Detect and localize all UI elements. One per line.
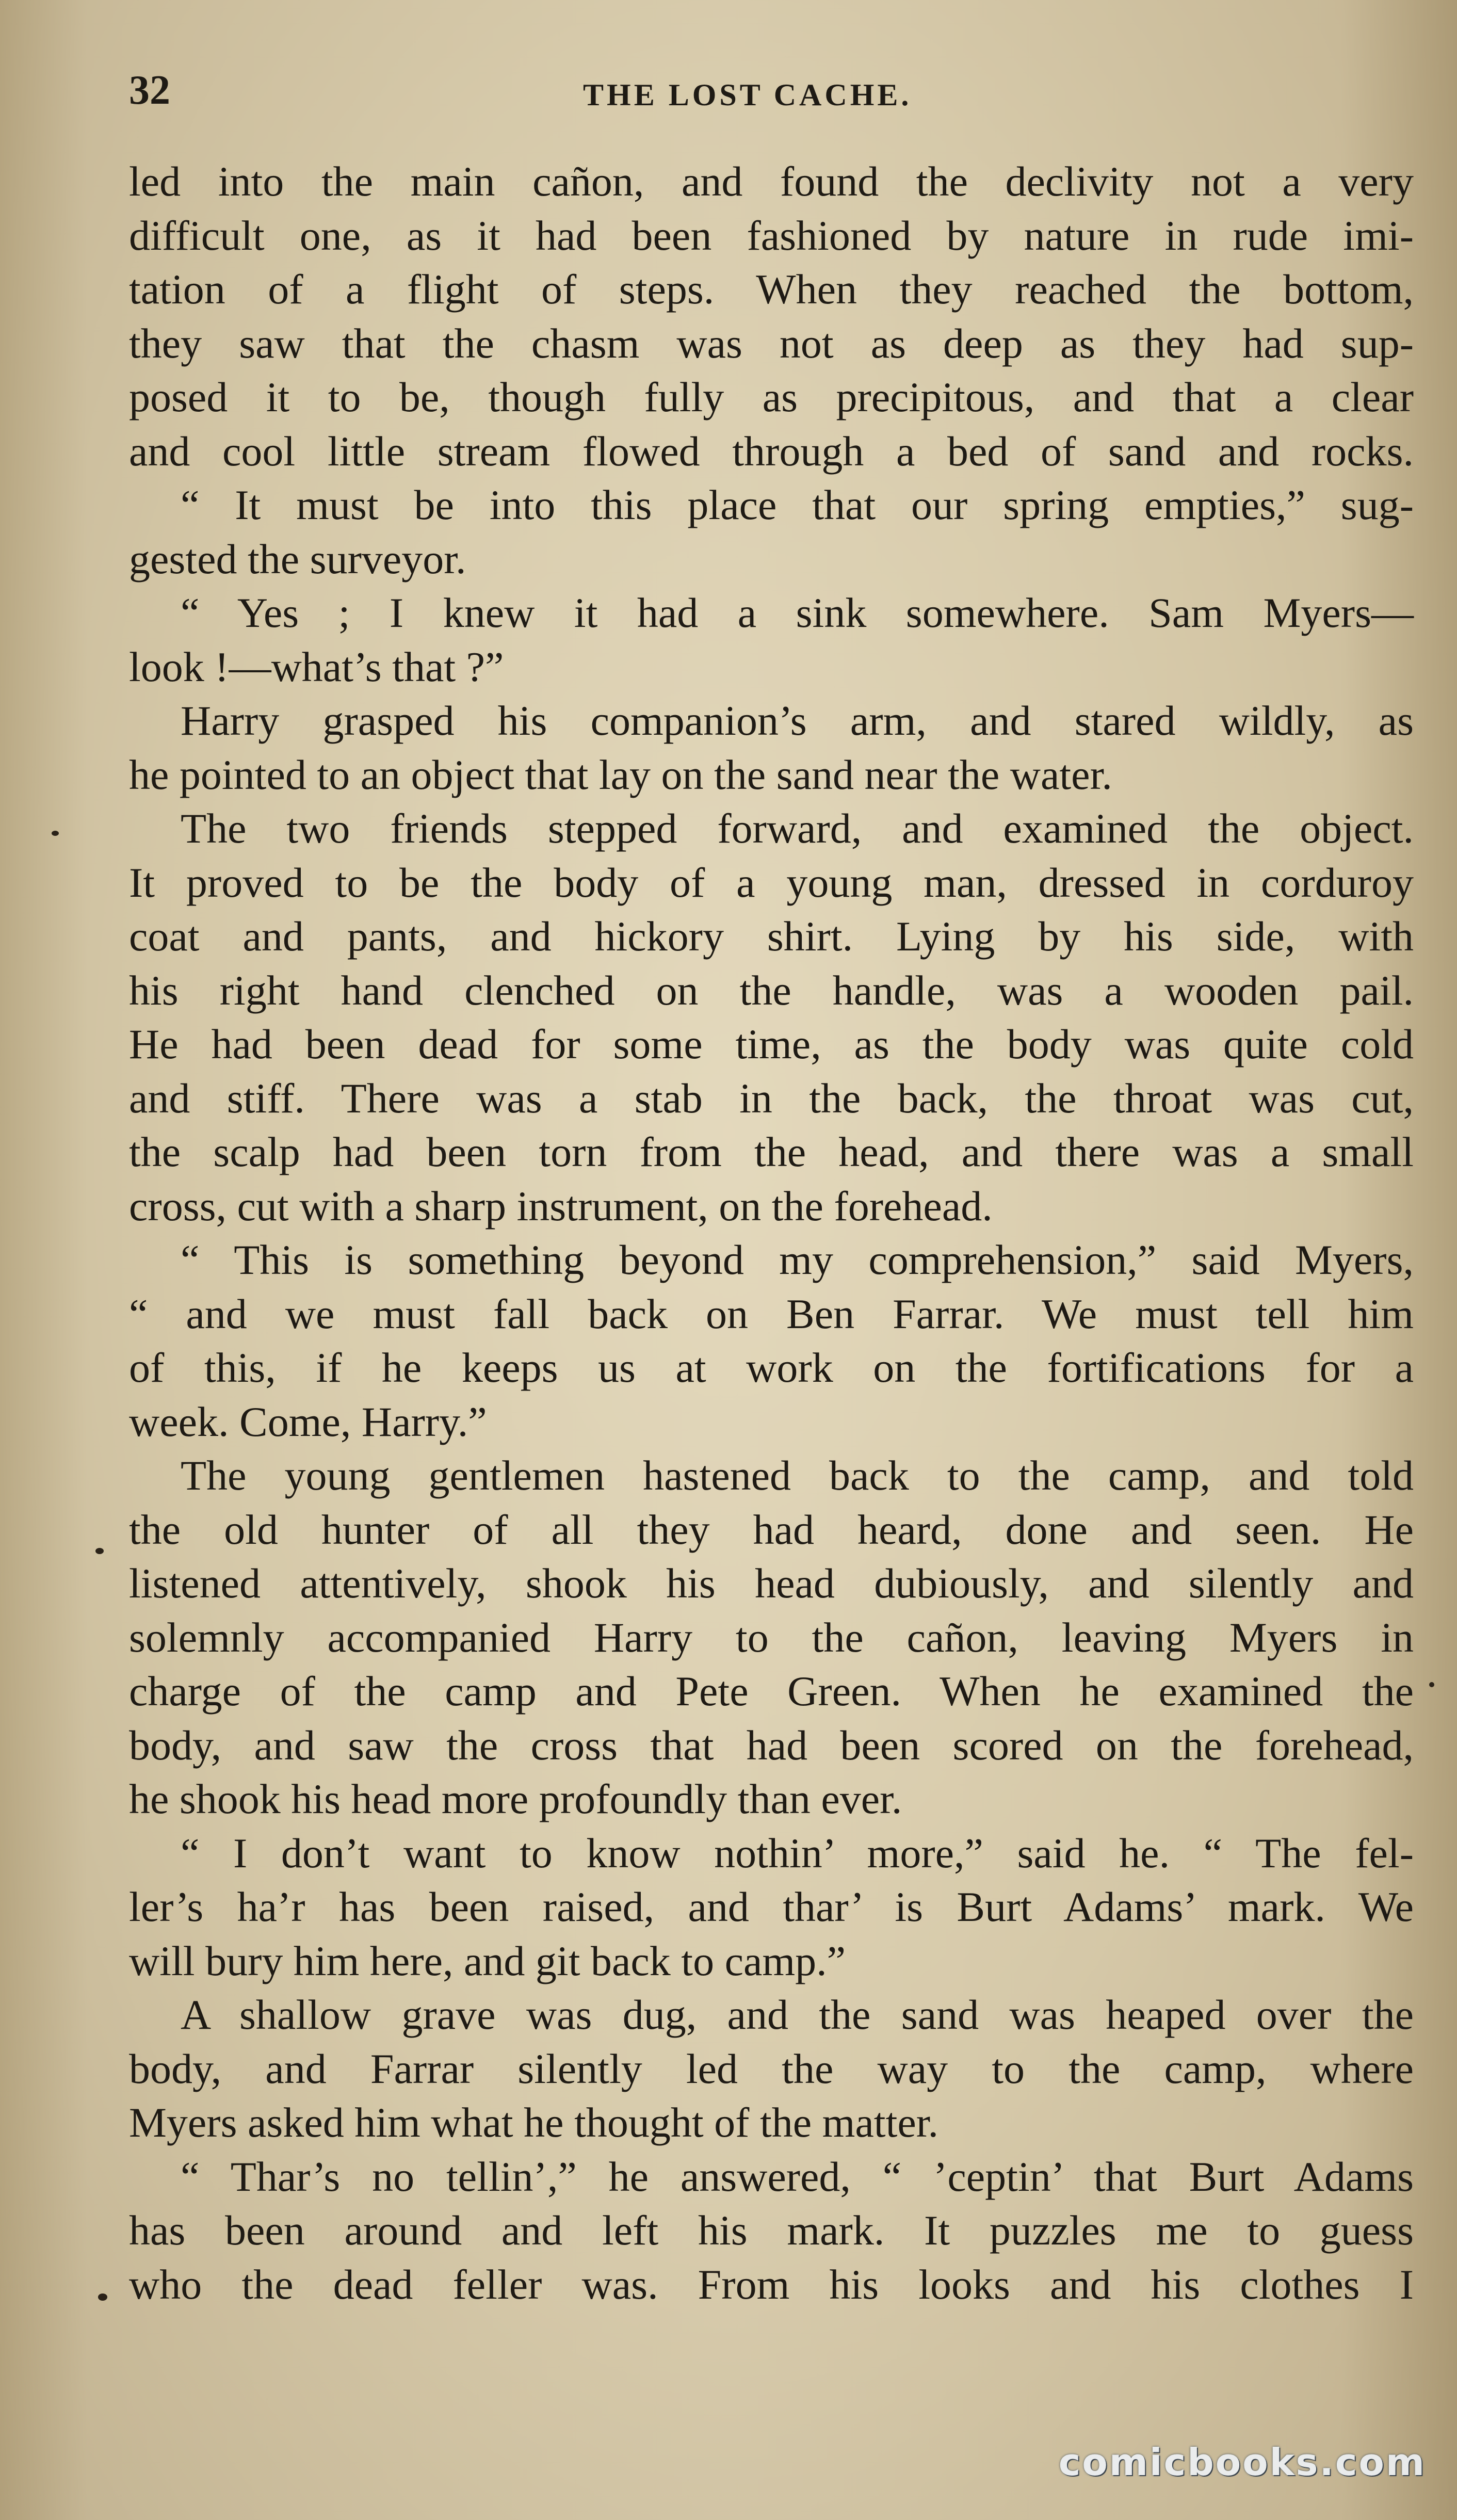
text-line: body, and saw the cross that had been scored on the forehead, — [129, 1721, 1414, 1769]
text-line: ler’s ha’r has been raised, and thar’ is Burt Adams’ mark. We — [129, 1883, 1414, 1930]
text-line: Myers asked him what he thought of the matter. — [129, 2099, 939, 2146]
text-line: The young gentlemen hastened back to the camp, and told — [181, 1452, 1414, 1499]
text-line: difficult one, as it had been fashioned by nature in rude imi- — [129, 212, 1414, 259]
text-line: “ Thar’s no tellin’,” he answered, “ ’ceptin’ that Burt Adams — [181, 2153, 1414, 2200]
page-number: 32 — [129, 68, 170, 113]
text-line: charge of the camp and Pete Green. When he examined the — [129, 1668, 1414, 1715]
text-line: look !—what’s that ?” — [129, 643, 504, 690]
text-line: and cool little stream flowed through a bed of sand and rocks. — [129, 427, 1414, 475]
text-line: “ Yes ; I knew it had a sink somewhere. Sam Myers— — [181, 589, 1414, 636]
text-line: of this, if he keeps us at work on the fortifications for a — [129, 1344, 1414, 1391]
running-title: THE LOST CACHE. — [583, 78, 912, 112]
text-line: “ It must be into this place that our spring empties,” sug- — [181, 481, 1414, 528]
text-line: Harry grasped his companion’s arm, and stared wildly, as — [181, 697, 1414, 744]
text-line: who the dead feller was. From his looks and his clothes I — [129, 2260, 1414, 2308]
text-line: It proved to be the body of a young man, dressed in corduroy — [129, 859, 1414, 906]
text-line: “ This is something beyond my comprehension,” said Myers, — [181, 1236, 1414, 1283]
text-line: body, and Farrar silently led the way to the camp, where — [129, 2045, 1414, 2092]
text-line: A shallow grave was dug, and the sand was heaped over the — [181, 1991, 1414, 2038]
text-line: gested the surveyor. — [129, 535, 466, 583]
ink-speck — [1429, 1682, 1434, 1687]
text-line: they saw that the chasm was not as deep as they had sup- — [129, 319, 1414, 367]
text-line: he shook his head more profoundly than ever. — [129, 1775, 902, 1822]
text-line: tation of a flight of steps. When they reached the bottom, — [129, 266, 1414, 313]
text-line: listened attentively, shook his head dubiously, and silently and — [129, 1560, 1414, 1607]
text-line: led into the main cañon, and found the declivity not a very — [129, 158, 1414, 205]
text-line: “ and we must fall back on Ben Farrar. We must tell him — [129, 1290, 1414, 1337]
body-text — [129, 155, 1414, 2312]
text-line: has been around and left his mark. It puzzles me to guess — [129, 2207, 1414, 2254]
text-line: will bury him here, and git back to camp.” — [129, 1937, 846, 1984]
text-line: solemnly accompanied Harry to the cañon, leaving Myers in — [129, 1613, 1414, 1661]
watermark: comicbooks.com — [1058, 2441, 1426, 2484]
text-line: week. Come, Harry.” — [129, 1398, 487, 1445]
text-line: He had been dead for some time, as the body was quite cold — [129, 1021, 1414, 1068]
text-line: “ I don’t want to know nothin’ more,” said he. “ The fel- — [181, 1829, 1414, 1877]
text-line: the scalp had been torn from the head, and there was a small — [129, 1128, 1414, 1175]
text-line: cross, cut with a sharp instrument, on the forehead. — [129, 1182, 993, 1230]
text-line: he pointed to an object that lay on the sand near the water. — [129, 751, 1112, 798]
text-line: the old hunter of all they had heard, done and seen. He — [129, 1506, 1414, 1553]
ink-speck — [95, 1548, 104, 1554]
ink-speck — [52, 831, 59, 836]
text-line: The two friends stepped forward, and examined the object. — [181, 805, 1414, 852]
ink-speck — [98, 2293, 107, 2301]
text-line: and stiff. There was a stab in the back, the throat was cut, — [129, 1074, 1414, 1122]
text-line: posed it to be, though fully as precipitous, and that a clear — [129, 374, 1414, 421]
running-head — [129, 67, 1419, 124]
text-line: coat and pants, and hickory shirt. Lying by his side, with — [129, 913, 1414, 960]
text-line: his right hand clenched on the handle, was a wooden pail. — [129, 966, 1414, 1014]
